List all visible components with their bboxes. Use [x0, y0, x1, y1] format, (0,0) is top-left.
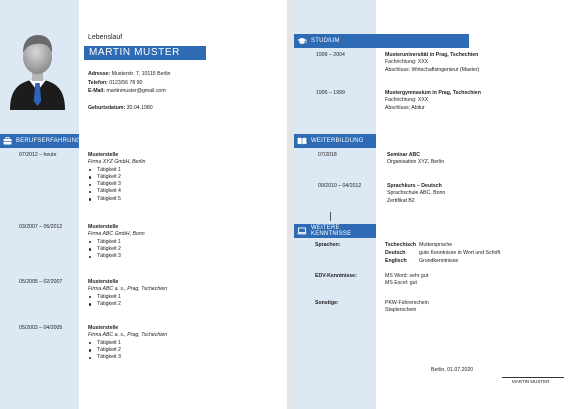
- job-company: Firma ABC a. s., Prag, Tschechien: [88, 332, 168, 339]
- signature-place-date: Berlin, 01.07.2020: [431, 367, 474, 373]
- task-list: [88, 239, 145, 261]
- birth-date: [88, 105, 153, 112]
- study-date-1: 1999 – 2004: [316, 52, 345, 58]
- school-title: Mustergymnasium in Prag, Tschechien: [385, 90, 481, 96]
- school-detail: Abschluss: Abitur: [385, 104, 425, 111]
- experience-date-3: 05/2005 – 02/2007: [19, 279, 63, 285]
- task-item: Tätigkeit 2: [88, 301, 167, 308]
- section-header-study: [294, 34, 376, 48]
- training-date-2: 09/2010 – 04/2012: [318, 183, 362, 189]
- avatar: [9, 31, 66, 111]
- job-title: Musterstelle: [88, 279, 119, 285]
- task-list: [88, 167, 145, 203]
- edv-item: MS Excel: gut: [385, 280, 418, 287]
- laptop-icon: [297, 226, 307, 236]
- signature-name: MARTIN MUSTER: [512, 379, 550, 384]
- language-name-1: Tschechisch: [385, 242, 417, 248]
- birth-date-label: Geburtsdatum:: [88, 105, 126, 111]
- section-title-experience: BERUFSERFAHRUNG: [16, 138, 82, 144]
- language-level-2: gute Kenntnisse in Wort und Schrift: [419, 250, 501, 256]
- training-detail: Sprachschule ABC, Bonn: [387, 190, 446, 197]
- task-item: Tätigkeit 2: [88, 347, 167, 354]
- job-title: Musterstelle: [88, 224, 119, 230]
- task-list: [88, 294, 167, 309]
- training-detail: Zertifikat B2: [387, 197, 415, 204]
- contact-address-value: Musterstr. 7, 10115 Berlin: [111, 71, 171, 77]
- study-entry-1: [385, 52, 479, 74]
- task-list: [88, 340, 167, 362]
- signature-line: [502, 377, 564, 378]
- training-entry-2: [387, 183, 445, 205]
- edv-item: MS Word: sehr gut: [385, 273, 429, 279]
- job-company: Firma ABC GmbH, Bonn: [88, 231, 145, 238]
- experience-entry-2: [88, 224, 145, 260]
- section-header-training: [294, 134, 376, 148]
- contact-email-label: E-Mail:: [88, 88, 106, 94]
- section-header-skills: [294, 224, 376, 238]
- edv-label: EDV-Kenntnisse:: [315, 273, 357, 279]
- study-entry-2: [385, 90, 481, 112]
- text-cursor: [330, 212, 331, 221]
- task-item: Tätigkeit 3: [88, 253, 145, 260]
- language-level-1: Muttersprache: [419, 242, 453, 248]
- briefcase-icon: [3, 136, 12, 146]
- book-icon: [297, 136, 307, 146]
- section-title-study: STUDIUM: [311, 38, 340, 44]
- contact-email: [88, 88, 166, 95]
- cv-page-2: [294, 0, 586, 409]
- section-rule-study: [376, 34, 469, 48]
- cv-page-1: [0, 0, 287, 409]
- school-detail: Fachrichtung: XXX: [385, 59, 429, 66]
- avatar-icon: [9, 31, 66, 111]
- languages-label: Sprachen:: [315, 242, 341, 248]
- other-list: [385, 300, 429, 315]
- task-item: Tätigkeit 1: [88, 294, 167, 301]
- task-item: Tätigkeit 1: [88, 167, 145, 174]
- job-company: Firma XYZ GmbH, Berlin: [88, 159, 146, 166]
- training-title: Sprachkurs – Deutsch: [387, 183, 442, 189]
- task-item: Tätigkeit 2: [88, 246, 145, 253]
- person-name: MARTIN MUSTER: [89, 47, 180, 58]
- experience-entry-4: [88, 325, 167, 361]
- school-title: Musteruniversität in Prag, Tschechien: [385, 52, 479, 58]
- job-company: Firma ABC a. s., Prag, Tschechien: [88, 286, 168, 293]
- task-item: Tätigkeit 4: [88, 188, 145, 195]
- left-sidebar: [294, 0, 376, 409]
- contact-email-value: martinmuster@gmail.com: [106, 88, 166, 94]
- training-title: Seminar ABC: [387, 152, 420, 158]
- section-header-experience: [0, 134, 82, 148]
- training-entry-1: [387, 152, 444, 167]
- experience-entry-3: [88, 279, 167, 308]
- page-heading: Lebenslauf: [88, 34, 123, 41]
- task-item: Tätigkeit 3: [88, 181, 145, 188]
- training-date-1: 07/2018: [318, 152, 337, 158]
- other-label: Sonstige:: [315, 300, 339, 306]
- birth-date-value: 30.04.1980: [126, 105, 153, 111]
- experience-date-2: 03/2007 – 06/2012: [19, 224, 63, 230]
- other-item: PKW-Führerschein: [385, 300, 429, 306]
- school-detail: Abschluss: Wirtschaftsingenieur (Master): [385, 66, 480, 73]
- task-item: Tätigkeit 5: [88, 196, 145, 203]
- job-title: Musterstelle: [88, 325, 119, 331]
- experience-date-1: 07/2012 – heute: [19, 152, 57, 158]
- section-title-training: WEITERBILDUNG: [311, 138, 364, 144]
- graduation-cap-icon: [297, 36, 307, 46]
- section-title-skills: WEITERE KENNTNISSE: [311, 225, 352, 237]
- other-item: Staplerschein: [385, 307, 417, 314]
- contact-phone-value: 0123/56 78 90: [109, 79, 143, 86]
- experience-date-4: 05/2003 – 04/2005: [19, 325, 63, 331]
- contact-address: [88, 71, 170, 78]
- language-name-3: Englisch: [385, 258, 407, 264]
- task-item: Tätigkeit 2: [88, 174, 145, 181]
- job-title: Musterstelle: [88, 152, 119, 158]
- task-item: Tätigkeit 3: [88, 354, 167, 361]
- page-gap: [287, 0, 294, 409]
- contact-address-label: Adresse:: [88, 71, 111, 77]
- study-date-2: 1995 – 1999: [316, 90, 345, 96]
- edv-list: [385, 273, 428, 288]
- task-item: Tätigkeit 1: [88, 340, 167, 347]
- contact-phone-label: Telefon:: [88, 79, 108, 86]
- language-level-3: Grundkenntnisse: [419, 258, 459, 264]
- experience-entry-1: [88, 152, 145, 203]
- contact-phone: [88, 80, 142, 87]
- task-item: Tätigkeit 1: [88, 239, 145, 246]
- language-name-2: Deutsch: [385, 250, 406, 256]
- school-detail: Fachrichtung: XXX: [385, 97, 429, 104]
- training-detail: Organisation XYZ, Berlin: [387, 159, 445, 166]
